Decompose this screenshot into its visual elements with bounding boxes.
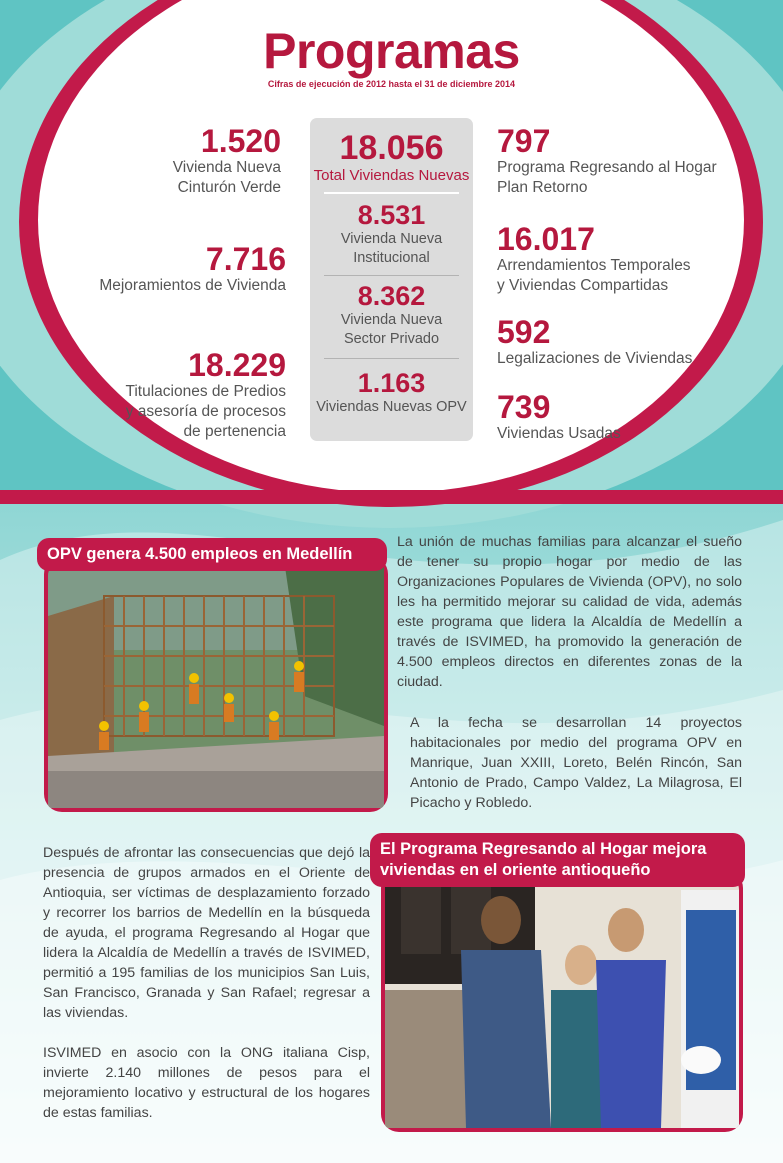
stat-value: 797 bbox=[497, 123, 551, 159]
stat-label: Titulaciones de Predios y asesoría de procesos de pertenencia bbox=[125, 383, 286, 440]
stat-label: Vivienda Nueva Institucional bbox=[340, 231, 443, 266]
stat-vivienda-nueva-cinturon-verde bbox=[51, 124, 281, 198]
stat-legalizaciones-de-viviendas bbox=[497, 315, 737, 369]
stat-label: Viviendas Nuevas OPV bbox=[316, 399, 467, 415]
stat-value: 739 bbox=[497, 389, 551, 425]
stat-viviendas-usadas bbox=[497, 390, 737, 444]
stat-value: 7.716 bbox=[205, 241, 286, 277]
stat-value: 18.229 bbox=[188, 347, 286, 383]
family-photo-illustration bbox=[381, 870, 743, 1132]
stat-label: Total Viviendas Nuevas bbox=[313, 167, 470, 184]
section-heading-opv: OPV genera 4.500 empleos en Medellín bbox=[37, 538, 387, 571]
stat-viviendas-nuevas-opv bbox=[310, 368, 473, 417]
page-title: Programas bbox=[263, 23, 520, 79]
stat-label: Mejoramientos de Vivienda bbox=[99, 277, 286, 294]
total-viviendas-box bbox=[310, 118, 473, 441]
stat-total-viviendas-nuevas bbox=[310, 130, 473, 186]
divider bbox=[324, 192, 459, 194]
stat-vivienda-nueva-institucional bbox=[310, 200, 473, 268]
stat-titulaciones-de-predios bbox=[36, 348, 286, 442]
stat-value: 1.520 bbox=[200, 123, 281, 159]
regresando-paragraph-1: Después de afrontar las consecuencias que dejó la presencia de grupos armados en el Oriente de Antioquia, ser víctimas de desplazamiento forzado y recorrer los barrios de Medellín en la búsqueda de ayuda, el programa Regresando al Hogar que lidera la Alcaldía de Medellín a través de ISVIMED, permitió a 195 familias de los municipios San Luis, San Francisco, Granada y San Rafael; regresar a las viviendas. bbox=[43, 845, 370, 1021]
stat-programa-regresando-al-hogar bbox=[497, 124, 737, 198]
section-heading-regresando: El Programa Regresando al Hogar mejora viviendas en el oriente antioqueño bbox=[370, 833, 745, 887]
construction-photo-illustration bbox=[44, 556, 388, 812]
divider bbox=[324, 275, 459, 276]
page-subtitle: Cifras de ejecución de 2012 hasta el 31 de diciembre 2014 bbox=[267, 79, 516, 89]
divider bbox=[324, 358, 459, 359]
opv-paragraph-2: A la fecha se desarrollan 14 proyectos habitacionales por medio del programa OPV en Manrique, Juan XXIII, Loreto, Belén Rincón, San Antonio de Prado, Campo Valdez, La Milagrosa, El Picacho y Robledo. bbox=[410, 715, 742, 811]
stat-mejoramientos-de-vivienda bbox=[36, 242, 286, 296]
stat-value: 592 bbox=[497, 314, 551, 350]
stat-label: Vivienda Nueva Sector Privado bbox=[340, 312, 443, 347]
family-photo bbox=[381, 870, 743, 1132]
stat-label: Programa Regresando al Hogar Plan Retorno bbox=[497, 159, 717, 196]
stat-label: Legalizaciones de Viviendas bbox=[497, 350, 693, 367]
regresando-paragraph-2: ISVIMED en asocio con la ONG italiana Cisp, invierte 2.140 millones de pesos para el mejoramiento locativo y estructural de los hogares de estas familias. bbox=[43, 1045, 370, 1121]
stat-value: 16.017 bbox=[497, 221, 595, 257]
stat-label: Arrendamientos Temporales y Viviendas Compartidas bbox=[497, 257, 691, 294]
stat-label: Vivienda Nueva Cinturón Verde bbox=[172, 159, 281, 196]
stat-arrendamientos-temporales bbox=[497, 222, 737, 296]
stat-vivienda-nueva-sector-privado bbox=[310, 281, 473, 349]
stat-label: Viviendas Usadas bbox=[497, 425, 621, 442]
opv-paragraph-1: La unión de muchas familias para alcanzar el sueño de tener su propio hogar por medio de las Organizaciones Populares de Vivienda (OPV), no solo les ha permitido mejorar su calidad de vida, además este programa que lidera la Alcaldía de Medellín a través de ISVIMED, ha promovido la generación de 4.500 empleos directos en diferentes zonas de la ciudad. bbox=[397, 534, 742, 690]
stat-value: 8.362 bbox=[357, 281, 426, 311]
stat-value: 8.531 bbox=[357, 200, 426, 230]
stat-value: 1.163 bbox=[357, 368, 426, 398]
construction-photo bbox=[44, 556, 388, 812]
stat-value: 18.056 bbox=[339, 129, 444, 167]
